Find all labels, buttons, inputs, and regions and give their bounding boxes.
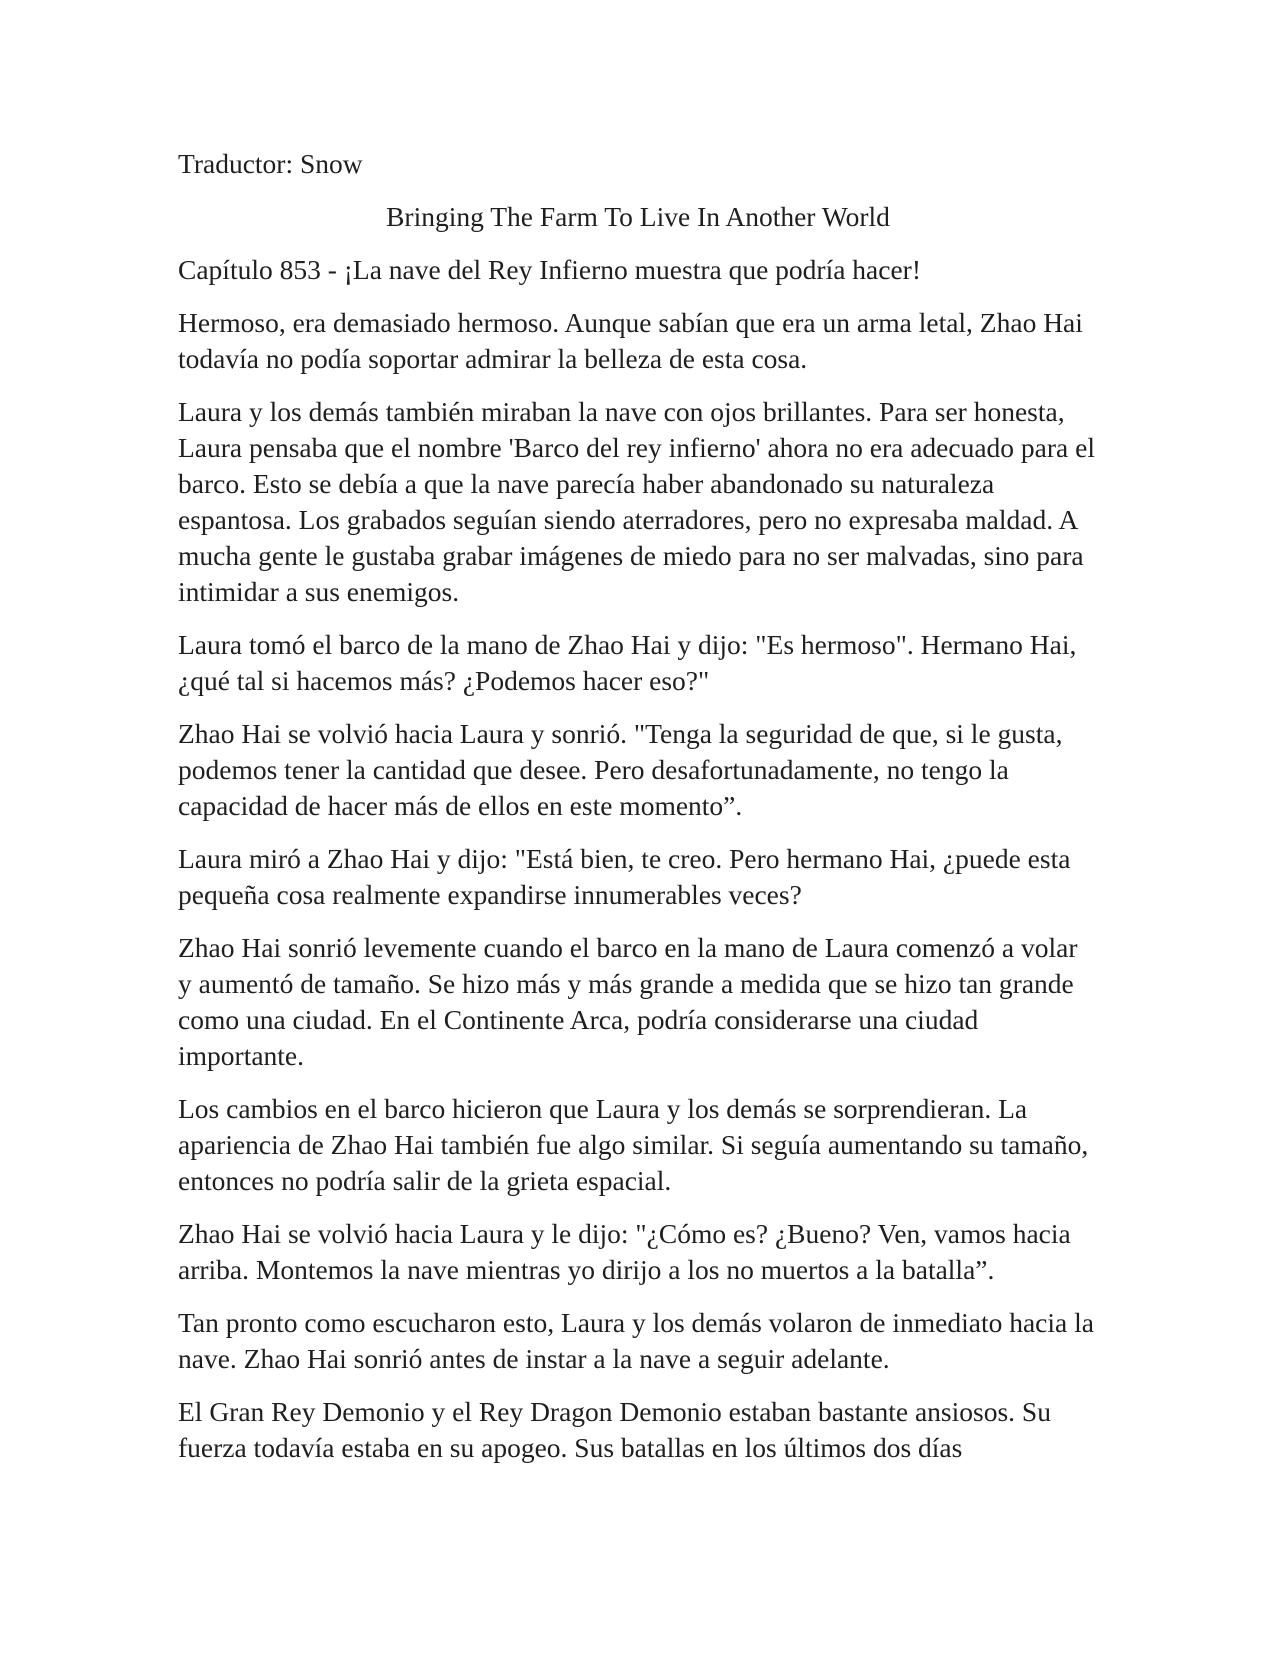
paragraph: Hermoso, era demasiado hermoso. Aunque sabían que era un arma letal, Zhao Hai todavía no podía soportar admirar la belleza de esta cosa. — [178, 307, 1083, 374]
paragraph: Laura miró a Zhao Hai y dijo: "Está bien, te creo. Pero hermano Hai, ¿puede esta pequeña cosa realmente expandirse innumerables veces? — [178, 843, 1071, 910]
book-title: Bringing The Farm To Live In Another World — [386, 201, 890, 232]
chapter-title: Capítulo 853 - ¡La nave del Rey Infierno muestra que podría hacer! — [178, 254, 921, 285]
paragraph: El Gran Rey Demonio y el Rey Dragon Demonio estaban bastante ansiosos. Su fuerza todavía estaba en su apogeo. Sus batallas en los últimos dos días — [178, 1396, 1051, 1463]
document-body — [178, 146, 1098, 1483]
translator-credit: Traductor: Snow — [178, 148, 363, 179]
paragraph: Laura tomó el barco de la mano de Zhao Hai y dijo: "Es hermoso". Hermano Hai, ¿qué tal si hacemos más? ¿Podemos hacer eso?" — [178, 629, 1077, 696]
paragraph: Tan pronto como escucharon esto, Laura y los demás volaron de inmediato hacia la nave. Zhao Hai sonrió antes de instar a la nave a seguir adelante. — [178, 1307, 1094, 1374]
paragraph: Zhao Hai se volvió hacia Laura y le dijo: "¿Cómo es? ¿Bueno? Ven, vamos hacia arriba. Montemos la nave mientras yo dirijo a los no muertos a la batalla”. — [178, 1218, 1071, 1285]
paragraph: Zhao Hai se volvió hacia Laura y sonrió. "Tenga la seguridad de que, si le gusta, podemos tener la cantidad que desee. Pero desafortunadamente, no tengo la capacidad de hacer más de ellos en este momento”. — [178, 718, 1063, 821]
paragraph: Los cambios en el barco hicieron que Laura y los demás se sorprendieran. La apariencia de Zhao Hai también fue algo similar. Si seguía aumentando su tamaño, entonces no podría salir de la grieta espacial. — [178, 1093, 1089, 1196]
paragraph: Laura y los demás también miraban la nave con ojos brillantes. Para ser honesta, Laura pensaba que el nombre 'Barco del rey infierno' ahora no era adecuado para el barco. Esto se debía a que la nave parecía haber abandonado su naturaleza espantosa. Los grabados seguían siendo aterradores, pero no expresaba maldad. A mucha gente le gustaba grabar imágenes de miedo para no ser malvadas, sino para intimidar a sus enemigos. — [178, 396, 1095, 607]
paragraph: Zhao Hai sonrió levemente cuando el barco en la mano de Laura comenzó a volar y aumentó de tamaño. Se hizo más y más grande a medida que se hizo tan grande como una ciudad. En el Continente Arca, podría considerarse una ciudad importante. — [178, 932, 1078, 1071]
